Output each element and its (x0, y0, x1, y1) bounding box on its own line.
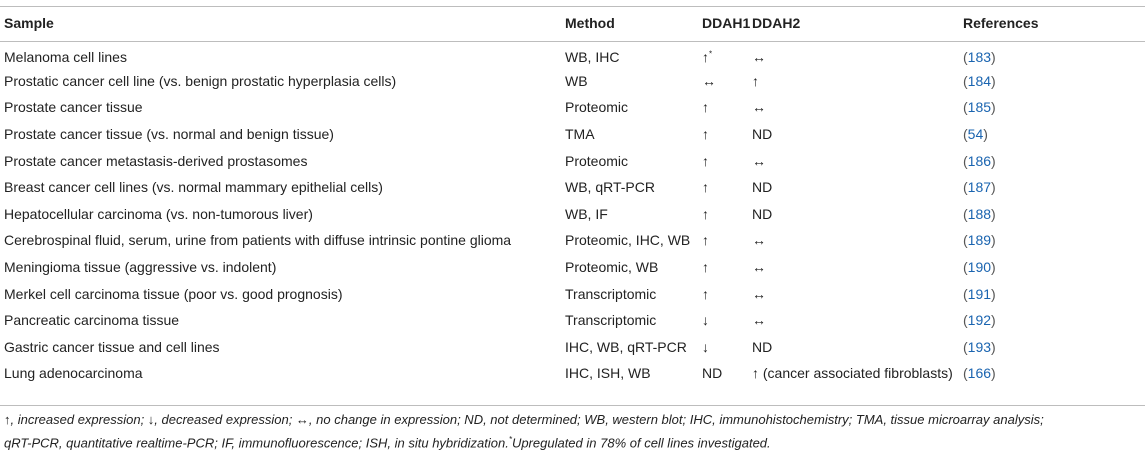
reference-close-paren: ) (991, 152, 996, 169)
reference-open-paren: ( (963, 152, 968, 169)
sample-cell-text: Merkel cell carcinoma tissue (poor vs. good prognosis) (4, 285, 343, 302)
ddah1-cell-text: ↑ (702, 99, 709, 116)
ddah1-cell (702, 360, 752, 387)
reference-link[interactable]: 54 (967, 126, 984, 143)
table-row (0, 41, 1145, 68)
reference-close-paren: ) (991, 179, 996, 196)
table-row (0, 147, 1145, 174)
footnote-line-1: ↑, increased expression; ↓, decreased expression; ↔, no change in expression; ND, not determined; WB, western blot; IHC, immunohistochemistry; TMA, tissue microarray analysis; (4, 412, 1044, 427)
table-row (0, 280, 1145, 307)
reference-cell (963, 174, 1145, 201)
table-row (0, 307, 1145, 334)
reference-open-paren: ( (963, 205, 968, 222)
header-method: Method (565, 6, 702, 41)
method-cell-text: IHC, ISH, WB (565, 365, 651, 382)
ddah1-cell (702, 121, 752, 148)
footnote-asterisk: * (508, 435, 512, 444)
ddah2-cell-text: ↑ (752, 72, 759, 89)
sample-cell-text: Hepatocellular carcinoma (vs. non-tumorous liver) (4, 205, 313, 222)
method-cell-text: Proteomic (565, 99, 629, 116)
ddah1-cell-text: ↑ (702, 285, 709, 302)
sample-cell (0, 41, 565, 68)
reference-cell (963, 227, 1145, 254)
table-footnote (4, 410, 1141, 453)
table-body (0, 41, 1145, 387)
reference-link[interactable]: 166 (967, 365, 992, 382)
ddah1-cell-text: ↔ (702, 72, 716, 89)
ddah1-cell (702, 41, 752, 68)
sample-cell-text: Lung adenocarcinoma (4, 365, 143, 382)
footnote-line-3: Upregulated in 78% of cell lines investigated. (511, 435, 771, 451)
table-row (0, 254, 1145, 281)
reference-open-paren: ( (963, 179, 968, 196)
sample-cell (0, 254, 565, 281)
reference-cell (963, 121, 1145, 148)
ddah2-cell-text: ND (752, 338, 773, 355)
ddah2-cell-text: ↔ (752, 99, 766, 116)
sample-cell-text: Breast cancer cell lines (vs. normal mammary epithelial cells) (4, 179, 383, 196)
ddah2-cell (752, 68, 963, 95)
sample-cell-text: Prostate cancer tissue (vs. normal and benign tissue) (4, 126, 334, 143)
ddah1-cell-text: ↑ (702, 179, 709, 196)
reference-cell (963, 307, 1145, 334)
method-cell-text: Proteomic (565, 152, 629, 169)
ddah1-cell-text: ↑ (702, 152, 709, 169)
method-cell-text: IHC, WB, qRT-PCR (565, 338, 687, 355)
sample-cell-text: Cerebrospinal fluid, serum, urine from patients with diffuse intrinsic pontine glioma (4, 232, 512, 249)
ddah2-cell (752, 254, 963, 281)
method-cell (565, 334, 702, 361)
ddah2-cell-text: ↔ (752, 48, 766, 65)
ddah1-cell-text: ↓ (702, 338, 709, 355)
ddah1-cell (702, 201, 752, 228)
method-cell (565, 121, 702, 148)
reference-open-paren: ( (963, 259, 968, 276)
reference-open-paren: ( (963, 312, 968, 329)
reference-cell (963, 94, 1145, 121)
sample-cell (0, 201, 565, 228)
header-ddah2: DDAH2 (752, 6, 963, 41)
method-cell-text: WB, IF (565, 205, 608, 222)
reference-link[interactable]: 191 (967, 285, 992, 302)
footnote-line-2: qRT-PCR, quantitative realtime-PCR; IF, immunofluorescence; ISH, in situ hybridization. (4, 435, 509, 451)
sample-cell (0, 174, 565, 201)
ddah1-cell (702, 68, 752, 95)
method-cell (565, 41, 702, 68)
ddah2-cell (752, 360, 963, 387)
table-row (0, 121, 1145, 148)
table-row (0, 201, 1145, 228)
ddah2-cell-text: ND (752, 179, 773, 196)
header-row (0, 6, 1145, 41)
method-cell (565, 94, 702, 121)
ddah2-cell (752, 307, 963, 334)
method-cell-text: Proteomic, WB (565, 259, 659, 276)
reference-close-paren: ) (991, 48, 996, 65)
ddah1-cell (702, 307, 752, 334)
sample-cell (0, 307, 565, 334)
ddah2-cell (752, 94, 963, 121)
reference-cell (963, 201, 1145, 228)
reference-open-paren: ( (963, 72, 968, 89)
reference-cell (963, 41, 1145, 68)
sample-cell-text: Prostate cancer metastasis-derived prostasomes (4, 152, 308, 169)
method-cell-text: Transcriptomic (565, 285, 657, 302)
sample-cell-text: Prostatic cancer cell line (vs. benign prostatic hyperplasia cells) (4, 72, 397, 89)
results-table (0, 6, 1145, 387)
ddah1-cell (702, 227, 752, 254)
reference-cell (963, 360, 1145, 387)
method-cell-text: Proteomic, IHC, WB (565, 232, 691, 249)
ddah1-cell (702, 174, 752, 201)
method-cell-text: WB, qRT-PCR (565, 179, 655, 196)
method-cell (565, 68, 702, 95)
table-row (0, 94, 1145, 121)
ddah2-cell-text: ND (752, 205, 773, 222)
ddah1-cell-text: ↑ (702, 205, 709, 222)
method-cell-text: Transcriptomic (565, 312, 657, 329)
method-cell (565, 147, 702, 174)
table-row (0, 68, 1145, 95)
sample-cell (0, 280, 565, 307)
ddah2-cell (752, 334, 963, 361)
reference-open-paren: ( (963, 48, 968, 65)
ddah2-cell-text: ↔ (752, 232, 766, 249)
reference-open-paren: ( (963, 126, 968, 143)
ddah2-cell-text: ND (752, 126, 773, 143)
sample-cell-text: Meningioma tissue (aggressive vs. indolent) (4, 259, 277, 276)
sample-cell (0, 360, 565, 387)
ddah1-cell-text: ↑ (702, 232, 709, 249)
reference-close-paren: ) (991, 232, 996, 249)
ddah1-cell (702, 334, 752, 361)
ddah2-cell-text: ↑ (cancer associated fibroblasts) (752, 365, 953, 382)
sample-cell (0, 147, 565, 174)
ddah1-cell-text: ND (702, 365, 723, 382)
reference-close-paren: ) (983, 126, 988, 143)
ddah1-cell-text: ↑ (702, 126, 709, 143)
sample-cell (0, 68, 565, 95)
sample-cell-text: Pancreatic carcinoma tissue (4, 312, 180, 329)
ddah2-cell (752, 201, 963, 228)
ddah1-cell (702, 280, 752, 307)
ddah2-cell (752, 227, 963, 254)
reference-close-paren: ) (991, 338, 996, 355)
reference-open-paren: ( (963, 232, 968, 249)
reference-link[interactable]: 185 (967, 99, 992, 116)
ddah2-cell (752, 147, 963, 174)
reference-close-paren: ) (991, 285, 996, 302)
sample-cell (0, 334, 565, 361)
sample-cell-text: Prostate cancer tissue (4, 99, 143, 116)
reference-open-paren: ( (963, 99, 968, 116)
ddah2-cell-text: ↔ (752, 312, 766, 329)
table-bottom-rule (0, 405, 1145, 406)
table-row (0, 227, 1145, 254)
table-row (0, 360, 1145, 387)
ddah2-cell (752, 280, 963, 307)
method-cell-text: TMA (565, 126, 595, 143)
table-row (0, 174, 1145, 201)
sample-cell (0, 121, 565, 148)
reference-link[interactable]: 187 (967, 179, 992, 196)
reference-link[interactable]: 183 (967, 48, 992, 65)
method-cell (565, 307, 702, 334)
method-cell (565, 280, 702, 307)
reference-link[interactable]: 186 (967, 152, 992, 169)
ddah2-cell (752, 41, 963, 68)
ddah2-cell-text: ↔ (752, 285, 766, 302)
reference-link[interactable]: 190 (967, 259, 992, 276)
reference-cell (963, 280, 1145, 307)
reference-close-paren: ) (991, 259, 996, 276)
reference-close-paren: ) (991, 72, 996, 89)
table-row (0, 334, 1145, 361)
method-cell (565, 227, 702, 254)
sample-cell-text: Gastric cancer tissue and cell lines (4, 338, 220, 355)
method-cell (565, 254, 702, 281)
sample-cell-text: Melanoma cell lines (4, 48, 127, 65)
reference-open-paren: ( (963, 338, 968, 355)
ddah1-cell (702, 254, 752, 281)
header-sample: Sample (0, 6, 565, 41)
header-references: References (963, 6, 1145, 41)
ddah1-cell-text: ↑ (702, 48, 709, 65)
sample-cell (0, 227, 565, 254)
method-cell-text: WB (565, 72, 588, 89)
reference-link[interactable]: 192 (967, 312, 992, 329)
sample-cell (0, 94, 565, 121)
reference-cell (963, 334, 1145, 361)
reference-open-paren: ( (963, 365, 968, 382)
reference-cell (963, 68, 1145, 95)
footnote-marker: * (709, 48, 713, 58)
reference-link[interactable]: 189 (967, 232, 992, 249)
reference-close-paren: ) (991, 365, 996, 382)
ddah2-cell-text: ↔ (752, 259, 766, 276)
ddah1-cell-text: ↑ (702, 259, 709, 276)
ddah2-cell (752, 174, 963, 201)
ddah2-cell-text: ↔ (752, 152, 766, 169)
reference-link[interactable]: 193 (967, 338, 992, 355)
ddah2-cell (752, 121, 963, 148)
method-cell (565, 201, 702, 228)
header-ddah1: DDAH1 (702, 6, 752, 41)
reference-cell (963, 254, 1145, 281)
method-cell (565, 174, 702, 201)
ddah1-cell (702, 94, 752, 121)
reference-cell (963, 147, 1145, 174)
reference-open-paren: ( (963, 285, 968, 302)
reference-close-paren: ) (991, 312, 996, 329)
reference-link[interactable]: 184 (967, 72, 992, 89)
reference-close-paren: ) (991, 205, 996, 222)
reference-link[interactable]: 188 (967, 205, 992, 222)
ddah1-cell (702, 147, 752, 174)
method-cell (565, 360, 702, 387)
method-cell-text: WB, IHC (565, 48, 620, 65)
ddah1-cell-text: ↓ (702, 312, 709, 329)
reference-close-paren: ) (991, 99, 996, 116)
